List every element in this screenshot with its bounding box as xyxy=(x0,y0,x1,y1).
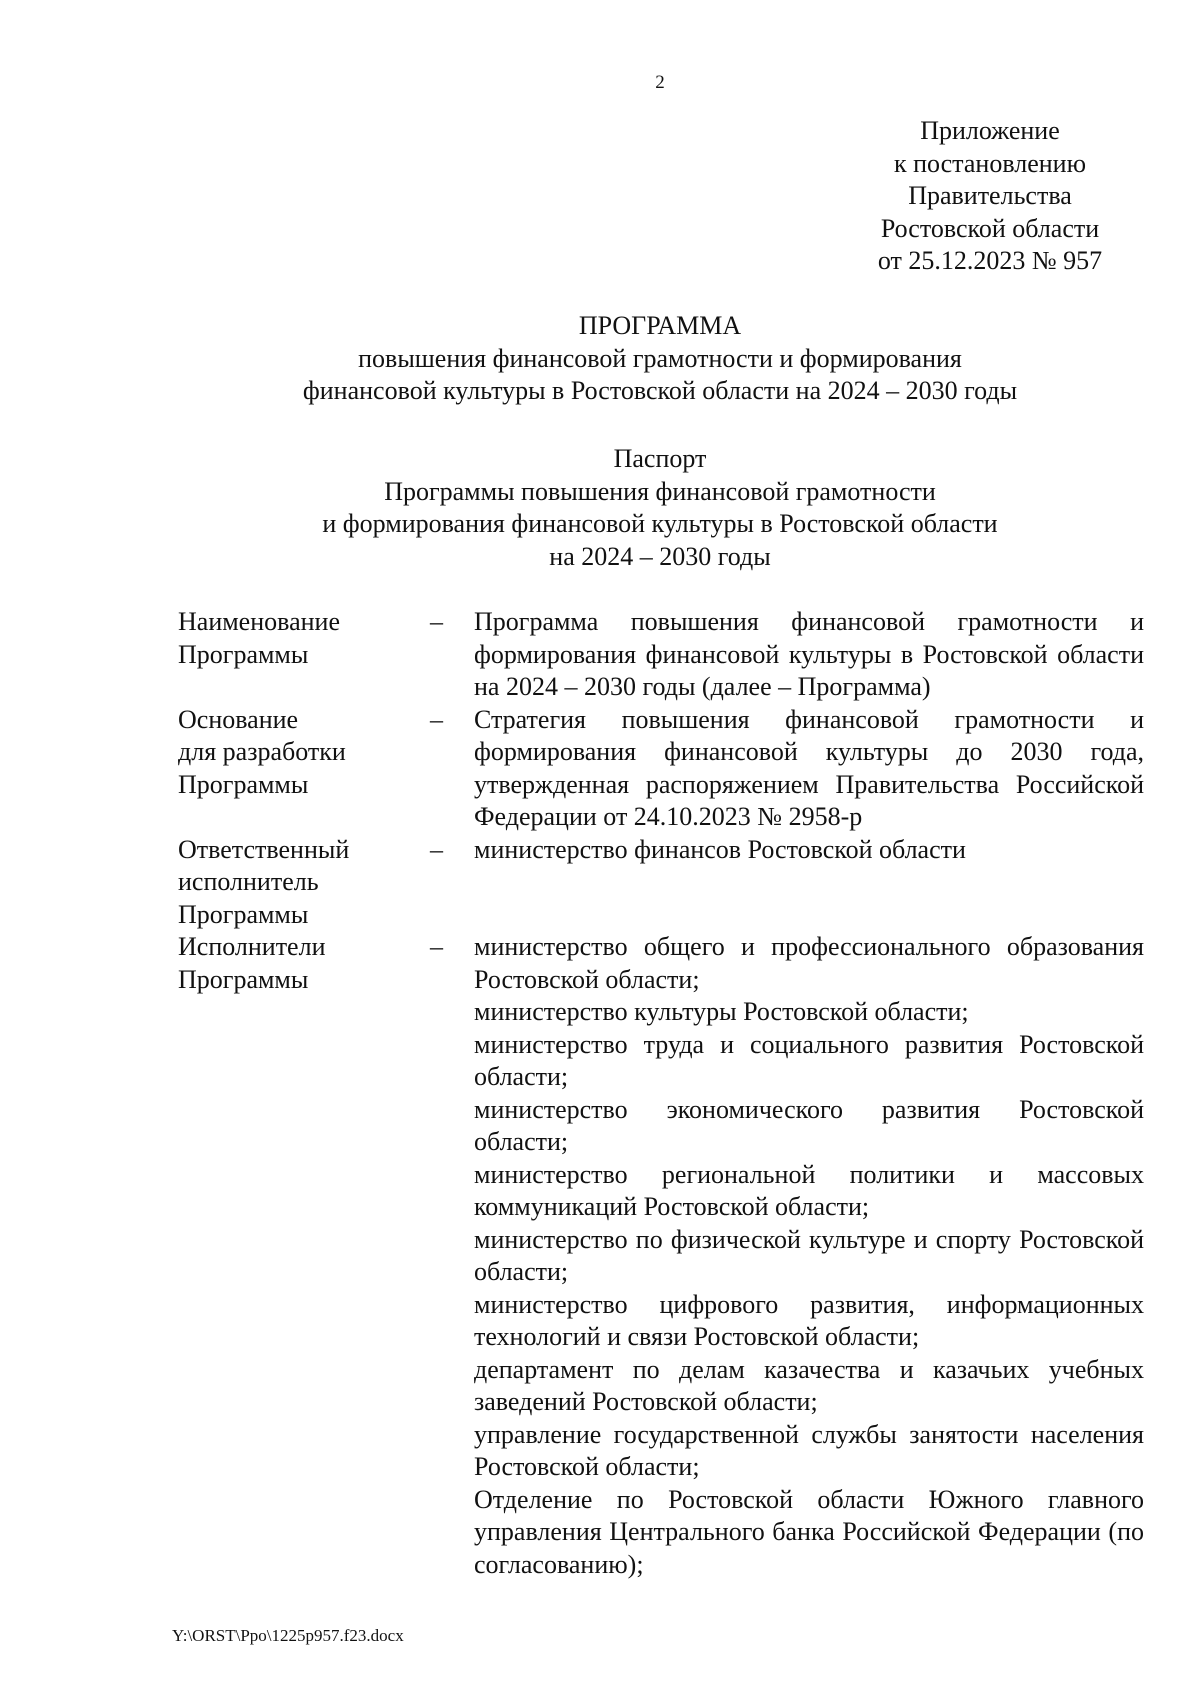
row-value xyxy=(474,931,1144,1581)
passport-row-responsible xyxy=(178,834,1144,932)
passport-heading: Паспорт xyxy=(613,444,707,473)
passport-row-basis xyxy=(178,704,1144,834)
passport-title xyxy=(160,443,1160,573)
executor-item: министерство экономического развития Ростовской области; xyxy=(474,1094,1144,1156)
row-label-line: Программы xyxy=(178,899,309,929)
row-value xyxy=(474,834,1144,932)
row-label-line: для разработки xyxy=(178,737,346,766)
executor-item: министерство труда и социального развития Ростовской области; xyxy=(474,1029,1144,1091)
passport-row-executors xyxy=(178,931,1144,1581)
passport-line: и формирования финансовой культуры в Ростовской области xyxy=(322,509,998,538)
row-dash: – xyxy=(430,607,443,636)
passport-table xyxy=(178,606,1144,1581)
executor-item: Отделение по Ростовской области Южного главного управления Центрального банка Российской Федерации (по согласованию); xyxy=(474,1484,1144,1579)
appendix-line: Правительства xyxy=(908,181,1072,210)
appendix-line: к постановлению xyxy=(893,148,1087,178)
title-line: повышения финансовой грамотности и формирования xyxy=(358,343,962,373)
executor-item: департамент по делам казачества и казачьих учебных заведений Ростовской области; xyxy=(474,1354,1144,1416)
row-label-line: Программы xyxy=(178,639,309,669)
appendix-line: Ростовской области xyxy=(880,213,1100,243)
row-label-line: исполнитель xyxy=(178,867,319,896)
executor-item: министерство цифрового развития, информационных технологий и связи Ростовской области; xyxy=(474,1289,1144,1351)
passport-line: на 2024 – 2030 годы xyxy=(549,541,771,571)
row-value-text: Программа повышения финансовой грамотности и формирования финансовой культуры в Ростовской области на 2024 – 2030 годы (далее – Программа) xyxy=(474,607,1144,701)
executor-item: министерство культуры Ростовской области; xyxy=(474,997,969,1026)
row-dash: – xyxy=(430,704,443,734)
row-value-text: министерство финансов Ростовской области xyxy=(474,834,966,864)
executor-item: министерство общего и профессионального образования Ростовской области; xyxy=(474,932,1144,994)
row-label-line: Программы xyxy=(178,769,309,799)
row-label xyxy=(178,931,426,1581)
executor-item: министерство региональной политики и массовых коммуникаций Ростовской области; xyxy=(474,1159,1144,1221)
passport-line: Программы повышения финансовой грамотности xyxy=(384,476,936,506)
title-line: финансовой культуры в Ростовской области на 2024 – 2030 годы xyxy=(302,376,1018,405)
row-label-line: Исполнители xyxy=(178,932,326,961)
appendix-line: от 25.12.2023 № 957 xyxy=(877,246,1103,275)
row-label xyxy=(178,704,426,834)
row-label-line: Ответственный xyxy=(178,834,350,864)
appendix-stamp xyxy=(840,115,1140,278)
row-value xyxy=(474,606,1144,704)
passport-row-name xyxy=(178,606,1144,704)
row-dash: – xyxy=(430,834,443,864)
appendix-line: Приложение xyxy=(920,116,1060,145)
row-label-line: Программы xyxy=(178,964,309,994)
document-title xyxy=(160,310,1160,408)
row-label-line: Наименование xyxy=(178,607,340,636)
row-value xyxy=(474,704,1144,834)
row-label xyxy=(178,606,426,704)
file-path-footer: Y:\ORST\Ppo\1225p957.f23.docx xyxy=(172,1626,404,1645)
title-heading: ПРОГРАММА xyxy=(578,311,742,340)
executor-item: министерство по физической культуре и спорту Ростовской области; xyxy=(474,1224,1144,1286)
row-value-text: Стратегия повышения финансовой грамотности и формирования финансовой культуры до 2030 года, утвержденная распоряжением Правительства Российской Федерации от 24.10.2023 № 2958-р xyxy=(474,704,1144,831)
executor-item: управление государственной службы занятости населения Ростовской области; xyxy=(474,1419,1144,1481)
row-dash: – xyxy=(430,932,443,961)
row-label xyxy=(178,834,426,932)
row-label-line: Основание xyxy=(178,704,299,734)
page-number: 2 xyxy=(655,72,665,93)
